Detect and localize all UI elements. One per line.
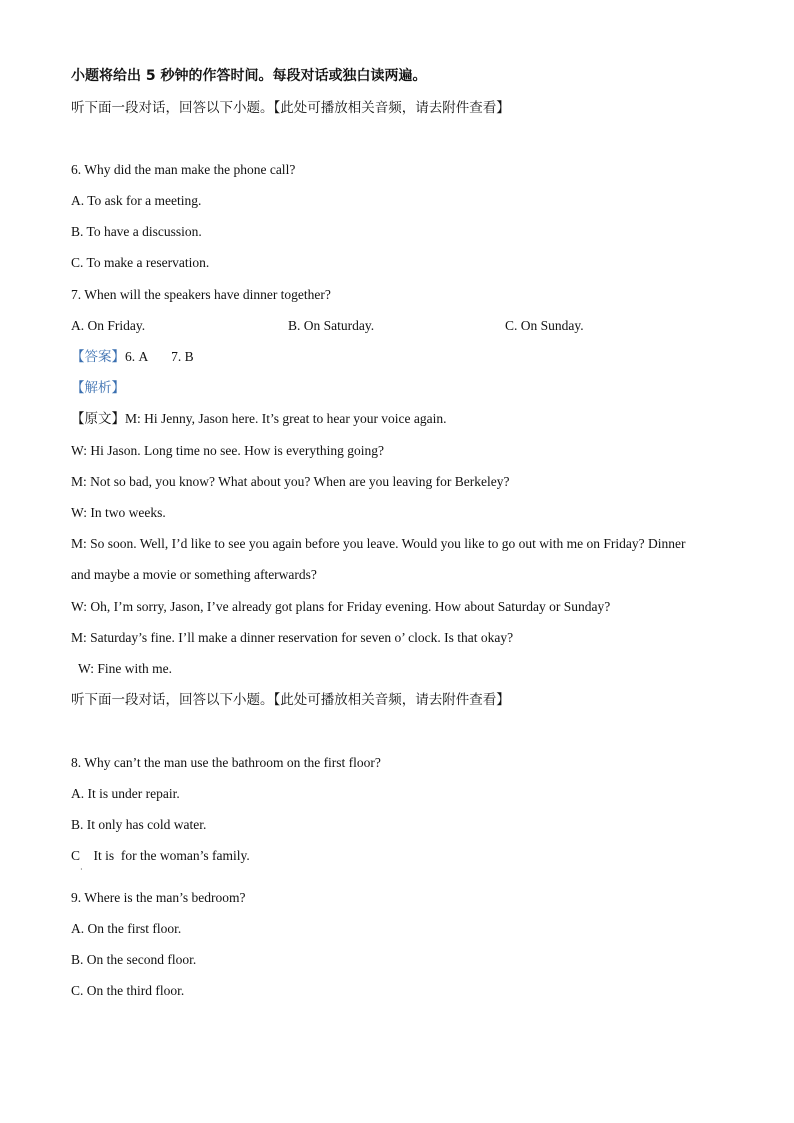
question-6: 6. Why did the man make the phone call?	[71, 162, 296, 177]
answer-line	[71, 348, 194, 366]
question-7: 7. When will the speakers have dinner together?	[71, 287, 331, 302]
question-8-option-c: C It is for the woman’s family.	[71, 848, 250, 863]
transcript-line-3: M: Not so bad, you know? What about you? When are you leaving for Berkeley?	[71, 474, 510, 489]
question-6-option-c: C. To make a reservation.	[71, 255, 210, 270]
question-9-option-b: B. On the second floor.	[71, 952, 197, 967]
question-7-option-a: A. On Friday.	[71, 318, 146, 333]
question-9-option-a: A. On the first floor.	[71, 921, 182, 936]
transcript-label: 【原文】	[71, 411, 125, 427]
listen-prompt-1: 听下面一段对话，回答以下小题。【此处可播放相关音频，请去附件查看】	[71, 100, 510, 116]
answer-value: 6. A 7. B	[125, 349, 194, 364]
transcript-line-2: W: Hi Jason. Long time no see. How is everything going?	[71, 443, 384, 458]
question-8-option-b: B. It only has cold water.	[71, 817, 207, 832]
transcript-line-4: W: In two weeks.	[71, 505, 166, 520]
transcript-text-1: M: Hi Jenny, Jason here. It’s great to hear your voice again.	[125, 411, 447, 426]
question-7-option-b: B. On Saturday.	[288, 318, 375, 333]
section-instruction: 小题将给出 5 秒钟的作答时间。每段对话或独白读两遍。	[71, 68, 427, 84]
transcript-line-5b: and maybe a movie or something afterwards?	[71, 567, 317, 582]
question-6-option-a: A. To ask for a meeting.	[71, 193, 202, 208]
question-8-option-a: A. It is under repair.	[71, 786, 180, 801]
answer-label: 【答案】	[71, 349, 125, 365]
stray-dot-mark: ·	[80, 865, 83, 874]
question-8: 8. Why can’t the man use the bathroom on the first floor?	[71, 755, 381, 770]
transcript-line-7: M: Saturday’s fine. I’ll make a dinner reservation for seven o’ clock. Is that okay?	[71, 630, 514, 645]
transcript-line-1	[71, 410, 447, 428]
listen-prompt-2: 听下面一段对话，回答以下小题。【此处可播放相关音频，请去附件查看】	[71, 692, 510, 708]
transcript-line-5a: M: So soon. Well, I’d like to see you again before you leave. Would you like to go out with me on Friday? Dinner	[71, 536, 686, 551]
transcript-line-6: W: Oh, I’m sorry, Jason, I’ve already got plans for Friday evening. How about Saturday or Sunday?	[71, 599, 611, 614]
question-6-option-b: B. To have a discussion.	[71, 224, 202, 239]
analysis-label: 【解析】	[71, 380, 125, 396]
transcript-line-8: W: Fine with me.	[78, 661, 172, 676]
question-9-option-c: C. On the third floor.	[71, 983, 185, 998]
question-9: 9. Where is the man’s bedroom?	[71, 890, 246, 905]
question-7-option-c: C. On Sunday.	[505, 318, 584, 333]
